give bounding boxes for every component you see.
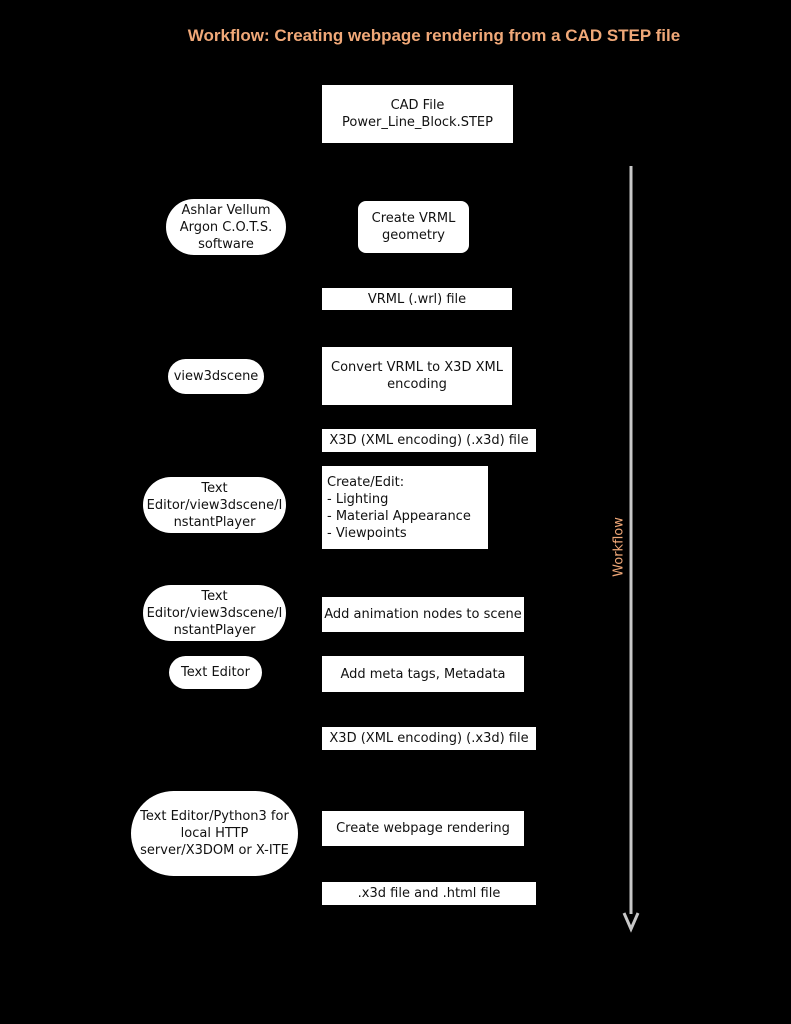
create-webpage-box: Create webpage rendering xyxy=(322,811,524,846)
x3d-file-box-1: X3D (XML encoding) (.x3d) file xyxy=(322,429,536,452)
add-animation-box: Add animation nodes to scene xyxy=(322,597,524,632)
cad-file-box: CAD File Power_Line_Block.STEP xyxy=(322,85,513,143)
add-meta-box: Add meta tags, Metadata xyxy=(322,656,524,692)
create-vrml-box: Create VRML geometry xyxy=(358,201,469,253)
python-server-tool: Text Editor/Python3 for local HTTP server/X3DOM or X-ITE xyxy=(131,791,298,876)
x3d-file-box-2: X3D (XML encoding) (.x3d) file xyxy=(322,727,536,750)
view3dscene-tool: view3dscene xyxy=(168,359,264,394)
ashlar-vellum-tool: Ashlar Vellum Argon C.O.T.S. software xyxy=(166,199,286,255)
text-editor-tool-1: Text Editor/view3dscene/I nstantPlayer xyxy=(143,477,286,533)
workflow-arrow-head xyxy=(624,913,638,929)
vrml-file-box: VRML (.wrl) file xyxy=(322,288,512,310)
text-editor-tool-3: Text Editor xyxy=(169,656,262,689)
diagram-title: Workflow: Creating webpage rendering from a CAD STEP file xyxy=(187,26,681,45)
workflow-axis-label: Workflow xyxy=(611,517,627,577)
text-editor-tool-2: Text Editor/view3dscene/I nstantPlayer xyxy=(143,585,286,641)
convert-vrml-box: Convert VRML to X3D XML encoding xyxy=(322,347,512,405)
create-edit-box: Create/Edit: - Lighting - Material Appearance - Viewpoints xyxy=(322,466,488,549)
output-files-box: .x3d file and .html file xyxy=(322,882,536,905)
